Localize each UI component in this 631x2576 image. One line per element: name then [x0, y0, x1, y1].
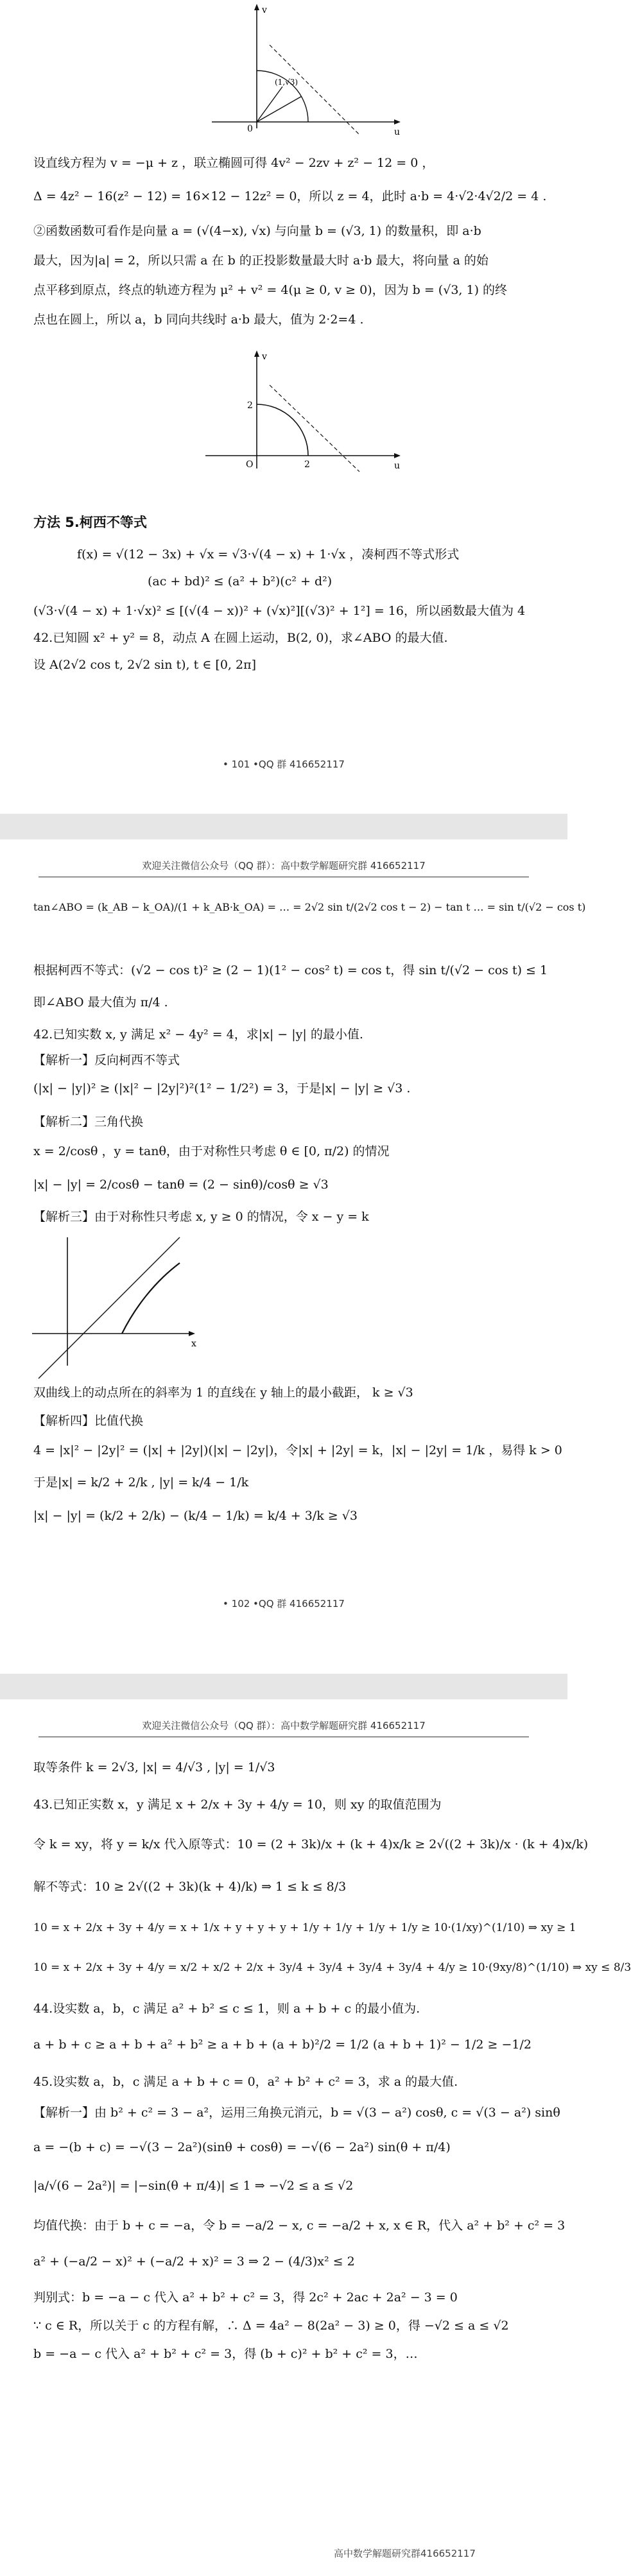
axis-v-label: v	[262, 352, 267, 362]
text-line: 即∠ABO 最大值为 π/4 .	[33, 995, 168, 1009]
text-line: f(x) = √(12 − 3x) + √x = √3·√(4 − x) + 1·√x ，凑柯西不等式形式	[77, 547, 460, 562]
text-line: 设 A(2√2 cos t, 2√2 sin t), t ∈ [0, 2π]	[33, 658, 256, 672]
text-line: 43.已知正实数 x，y 满足 x + 2/x + 3y + 4/y = 10，则 xy 的取值范围为	[33, 1798, 442, 1812]
section-label: 【解析三】由于对称性只考虑 x, y ≥ 0 的情况，令 x − y = k	[33, 1210, 369, 1224]
text-line: 设直线方程为 v = −μ + z ，联立椭圆可得 4v² − 2zv + z² − 12 = 0 ，	[33, 156, 435, 170]
method-title: 方法 5.柯西不等式	[33, 515, 147, 530]
page-footer: • 102 •QQ 群 416652117	[223, 1598, 345, 1610]
text-line: 判别式：b = −a − c 代入 a² + b² + c² = 3，得 2c² + 2ac + 2a² − 3 = 0	[33, 2290, 458, 2305]
text-line: 42.已知圆 x² + y² = 8，动点 A 在圆上运动，B(2, 0)，求∠ABO 的最大值.	[33, 631, 448, 645]
tick-v-label: 2	[247, 400, 253, 411]
axis-v-label: v	[262, 5, 267, 15]
text-line: 45.设实数 a，b，c 满足 a + b + c = 0，a² + b² + c² = 3，求 a 的最大值.	[33, 2075, 458, 2089]
text-line: 10 = x + 2/x + 3y + 4/y = x/2 + x/2 + 2/x + 3y/4 + 3y/4 + 3y/4 + 3y/4 + 4/y ≥ 10·(9xy/8)^(1/10) ⇒ xy ≤ 8/3	[33, 1961, 631, 1974]
graph-vector-projection	[0, 0, 567, 141]
text-line: 均值代换：由于 b + c = −a，令 b = −a/2 − x, c = −a/2 + x, x ∈ R，代入 a² + b² + c² = 3	[33, 2219, 566, 2233]
axis-x-label: x	[191, 1339, 196, 1349]
watermark: 高中数学解题研究群416652117	[334, 2548, 476, 2559]
text-line: |x| − |y| = 2/cosθ − tanθ = (2 − sinθ)/cosθ ≥ √3	[33, 1178, 329, 1192]
text-line: |x| − |y| = (k/2 + 2/k) − (k/4 − 1/k) = k/4 + 3/k ≥ √3	[33, 1509, 358, 1523]
page-header: 欢迎关注微信公众号（QQ 群）：高中数学解题研究群 416652117	[142, 860, 426, 872]
section-label: 【解析一】反向柯西不等式	[33, 1053, 180, 1067]
text-line: 4 = |x|² − |2y|² = (|x| + |2y|)(|x| − |2y|)，令|x| + |2y| = k，|x| − |2y| = 1/k ，易得 k > 0	[33, 1443, 562, 1457]
text-line: b = −a − c 代入 a² + b² + c² = 3，得 (b + c)² + b² + c² = 3，…	[33, 2347, 418, 2361]
text-line: 令 k = xy，将 y = k/x 代入原等式：10 = (2 + 3k)/x + (k + 4)x/k ≥ 2√((2 + 3k)/x · (k + 4)x/k)	[33, 1837, 589, 1851]
point-label: (1,√3)	[275, 78, 298, 87]
origin-label: O	[246, 459, 254, 470]
page-footer: • 101 •QQ 群 416652117	[223, 759, 345, 770]
text-line: 42.已知实数 x, y 满足 x² − 4y² = 4，求|x| − |y| 的最小值.	[33, 1027, 363, 1042]
text-line: 双曲线上的动点所在的斜率为 1 的直线在 y 轴上的最小截距， k ≥ √3	[33, 1386, 413, 1400]
text-line: |a/√(6 − 2a²)| = |−sin(θ + π/4)| ≤ 1 ⇒ −√2 ≤ a ≤ √2	[33, 2179, 354, 2193]
section-label: 【解析二】三角代换	[33, 1115, 144, 1129]
text-line: (|x| − |y|)² ≥ (|x|² − |2y|²)²(1² − 1/2²) = 3，于是|x| − |y| ≥ √3 .	[33, 1081, 411, 1095]
text-line: 解不等式：10 ≥ 2√((2 + 3k)(k + 4)/k) ⇒ 1 ≤ k ≤ 8/3	[33, 1880, 347, 1894]
text-line: 10 = x + 2/x + 3y + 4/y = x + 1/x + y + y + y + 1/y + 1/y + 1/y + 1/y ≥ 10·(1/xy)^(1/10) ⇒ xy ≥ 1	[33, 1921, 576, 1934]
text-line: (ac + bd)² ≤ (a² + b²)(c² + d²)	[148, 574, 333, 588]
text-line: 点平移到原点，终点的轨迹方程为 μ² + v² = 4(μ ≥ 0, v ≥ 0)，因为 b = (√3, 1) 的终	[33, 283, 508, 297]
origin-label: 0	[247, 124, 253, 134]
text-line: a² + (−a/2 − x)² + (−a/2 + x)² = 3 ⇒ 2 − (4/3)x² ≤ 2	[33, 2254, 355, 2269]
text-line: 于是|x| = k/2 + 2/k , |y| = k/4 − 1/k	[33, 1475, 249, 1490]
page-header: 欢迎关注微信公众号（QQ 群）：高中数学解题研究群 416652117	[142, 1720, 426, 1731]
page-3	[0, 1699, 631, 2576]
page-1	[0, 0, 567, 814]
graph-hyperbola	[0, 1231, 567, 1372]
page-separator	[0, 814, 567, 839]
page-separator	[0, 1674, 567, 1699]
page-2	[0, 839, 586, 1674]
text-line: a + b + c ≥ a + b + a² + b² ≥ a + b + (a + b)²/2 = 1/2 (a + b + 1)² − 1/2 ≥ −1/2	[33, 2038, 532, 2052]
tick-u-label: 2	[304, 459, 310, 470]
text-line: 最大，因为|a| = 2，所以只需 a 在 b 的正投影数量最大时 a·b 最大，将向量 a 的始	[33, 253, 488, 268]
text-line: (√3·√(4 − x) + 1·√x)² ≤ [(√(4 − x))² + (√x)²][(√3)² + 1²] = 16，所以函数最大值为 4	[33, 604, 526, 618]
text-line: 【解析一】由 b² + c² = 3 − a²，运用三角换元消元，b = √(3 − a²) cosθ, c = √(3 − a²) sinθ	[33, 2106, 560, 2120]
axis-u-label: u	[394, 127, 401, 137]
section-label: 【解析四】比值代换	[33, 1414, 144, 1428]
text-line: 44.设实数 a，b，c 满足 a² + b² ≤ c ≤ 1，则 a + b + c 的最小值为.	[33, 2002, 420, 2016]
text-line: a = −(b + c) = −√(3 − 2a²)(sinθ + cosθ) = −√(6 − 2a²) sin(θ + π/4)	[33, 2140, 451, 2154]
text-line: ∵ c ∈ R，所以关于 c 的方程有解，∴ Δ = 4a² − 8(2a² − 3) ≥ 0，得 −√2 ≤ a ≤ √2	[33, 2319, 509, 2333]
text-line: x = 2/cosθ ，y = tanθ，由于对称性只考虑 θ ∈ [0, π/2) 的情况	[33, 1144, 390, 1158]
text-line: 根据柯西不等式：(√2 − cos t)² ≥ (2 − 1)(1² − cos² t) = cos t，得 sin t/(√2 − cos t) ≤ 1	[33, 963, 548, 977]
graph-quarter-circle	[0, 347, 567, 475]
text-line: 点也在圆上，所以 a，b 同向共线时 a·b 最大，值为 2·2=4 .	[33, 313, 364, 327]
text-line: ②函数函数可看作是向量 a = (√(4−x), √x) 与向量 b = (√3, 1) 的数量积，即 a·b	[33, 224, 481, 238]
axis-u-label: u	[394, 461, 401, 471]
text-line: Δ = 4z² − 16(z² − 12) = 16×12 − 12z² = 0，所以 z = 4，此时 a·b = 4·√2·4√2/2 = 4 .	[33, 189, 547, 203]
text-line: tan∠ABO = (k_AB − k_OA)/(1 + k_AB·k_OA) = … = 2√2 sin t/(2√2 cos t − 2) − tan t … = sin t/(√2 − cos t)	[33, 901, 586, 913]
text-line: 取等条件 k = 2√3, |x| = 4/√3 , |y| = 1/√3	[33, 1760, 275, 1774]
